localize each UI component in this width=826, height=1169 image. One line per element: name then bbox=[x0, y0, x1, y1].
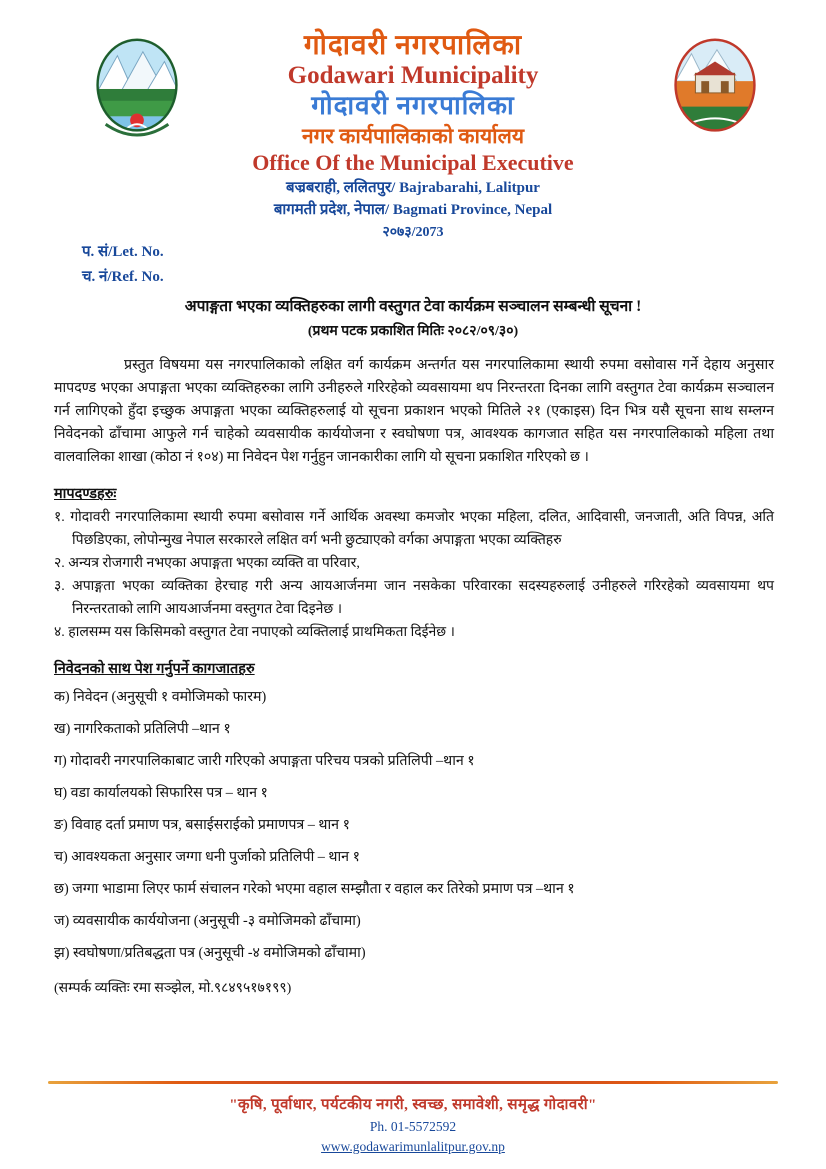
notice-body bbox=[40, 354, 786, 997]
list-item: १. गोदावरी नगरपालिकामा स्थायी रुपमा बसोवास गर्ने आर्थिक अवस्था कमजोर भएका महिला, दलित, आदिवासी, जनजाती, अति विपन्न, अति पिछडिएका, लोपोन्मुख नेपाल सरकारले लक्षित वर्ग भनी छुट्याएको वर्गका अपाङ्गता भएका व्यक्तिहरु bbox=[54, 510, 774, 548]
list-item: छ) जग्गा भाडामा लिएर फार्म संचालन गरेको भएमा वहाल सम्झौता र वहाल कर तिरेको प्रमाण पत्र –थान १ bbox=[54, 881, 575, 898]
list-item: ङ) विवाह दर्ता प्रमाण पत्र, बसाईसराईको प्रमाणपत्र – थान १ bbox=[54, 817, 350, 834]
list-item: २. अन्यत्र रोजगारी नभएका अपाङ्गता भएका व्यक्ति वा परिवार, bbox=[54, 555, 360, 571]
contact-person: (सम्पर्क व्यक्तिः रमा सञ्झेल, मो.९८४९५१७१९९) bbox=[54, 981, 292, 997]
list-item: झ) स्वघोषणा/प्रतिबद्धता पत्र (अनुसूची -४ वमोजिमको ढाँचामा) bbox=[54, 945, 366, 962]
criteria-heading: मापदण्डहरुः bbox=[54, 486, 117, 503]
organization-name-nepali: गोदावरी नगरपालिका bbox=[303, 30, 523, 61]
letterhead bbox=[40, 18, 786, 283]
list-item: क) निवेदन (अनुसूची १ वमोजिमको फारम) bbox=[54, 689, 267, 706]
nepal-national-emblem-icon bbox=[88, 34, 186, 142]
publication-date: (प्रथम पटक प्रकाशित मितिः २०८२/०९/३०) bbox=[307, 324, 519, 340]
list-item: च) आवश्यकता अनुसार जग्गा धनी पुर्जाको प्रतिलिपी – थान १ bbox=[54, 849, 360, 866]
criteria-list bbox=[54, 507, 774, 644]
list-item: घ) वडा कार्यालयको सिफारिस पत्र – थान १ bbox=[54, 785, 268, 802]
list-item: ग) गोदावरी नगरपालिकाबाट जारी गरिएको अपाङ्गता परिचय पत्रको प्रतिलिपी –थान १ bbox=[54, 753, 475, 770]
notice-title-block bbox=[40, 297, 786, 340]
office-name-nepali: नगर कार्यपालिकाको कार्यालय bbox=[301, 123, 525, 148]
documents-list bbox=[54, 686, 774, 964]
organization-name-nepali-shadow: गोदावरी नगरपालिका bbox=[311, 91, 515, 121]
documents-heading: निवेदनको साथ पेश गर्नुपर्ने कागजातहरु bbox=[54, 661, 255, 678]
address-line-2: बागमती प्रदेश, नेपाल/ Bagmati Province, Nepal bbox=[273, 202, 553, 219]
office-name-english: Office Of the Municipal Executive bbox=[252, 149, 574, 175]
address-line-1: बज्रबराही, ललितपुर/ Bajrabarahi, Lalitpur bbox=[286, 180, 540, 197]
notice-paragraph: प्रस्तुत विषयमा यस नगरपालिकाको लक्षित वर्ग कार्यक्रम अन्तर्गत यस नगरपालिकामा स्थायी रुपमा वसोवास गर्ने देहाय अनुसार मापदण्ड भएका अपाङ्गता भएका व्यक्तिहरुका लागि उनीहरुले गरिरहेको व्यवसायमा थप निरन्तरता दिनका लागि वस्तुगत टेवा कार्यक्रम सञ्चालन गर्न लागिएको हुँदा इच्छुक अपाङ्गता भएका व्यक्तिहरुलाई यो सूचना प्रकाशन भएको मितिले २१ (एकाइस) दिन भित्र यसै सूचना साथ सम्लग्न निवेदनको ढाँचामा आफुले गर्न चाहेको व्यवसायीक कार्ययोजना र स्वघोषणा पत्र, आवश्यक कागजात सहित यस नगरपालिकाको महिला तथा वालवालिका शाखा (कोठा नं १०४) मा निवेदन पेश गर्नुहुन जानकारीका लागि यो सूचना प्रकाशित गरिएको छ । bbox=[54, 357, 774, 466]
list-item: ३. अपाङ्गता भएका व्यक्तिका हेरचाह गरी अन्य आयआर्जनमा जान नसकेका परिवारका सदस्यहरुलाई उनीहरुले गरिरहेको व्यवसायमा थप निरन्तरताको लागि आयआर्जनमा वस्तुगत टेवा दिइनेछ । bbox=[54, 579, 774, 617]
list-item: ज) व्यवसायीक कार्ययोजना (अनुसूची -३ वमोजिमको ढाँचामा) bbox=[54, 913, 361, 930]
organization-name-english: Godawari Municipality bbox=[287, 62, 539, 90]
page-title: अपाङ्गता भएका व्यक्तिहरुका लागी वस्तुगत टेवा कार्यक्रम सञ्चालन सम्बन्धी सूचना ! bbox=[184, 298, 642, 315]
footer-phone: Ph. 01-5572592 bbox=[369, 1119, 457, 1134]
footer-divider bbox=[48, 1081, 778, 1084]
reference-block bbox=[82, 240, 164, 290]
municipality-slogan: "कृषि, पूर्वाधार, पर्यटकीय नगरी, स्वच्छ, समावेशी, समृद्ध गोदावरी" bbox=[229, 1097, 597, 1113]
list-item: ४. हालसम्म यस किसिमको वस्तुगत टेवा नपाएको व्यक्तिलाई प्राथमिकता दिईनेछ । bbox=[54, 625, 455, 641]
letter-no-label: प. सं/Let. No. bbox=[82, 244, 164, 260]
footer-website[interactable]: www.godawarimunlalitpur.gov.np bbox=[321, 1139, 505, 1154]
list-item: ख) नागरिकताको प्रतिलिपी –थान १ bbox=[54, 721, 231, 738]
page-footer bbox=[0, 1081, 826, 1155]
ref-no-label: च. नं/Ref. No. bbox=[82, 268, 164, 285]
fiscal-year: २०७३/2073 bbox=[382, 225, 444, 241]
godawari-municipality-logo-icon bbox=[666, 34, 764, 142]
